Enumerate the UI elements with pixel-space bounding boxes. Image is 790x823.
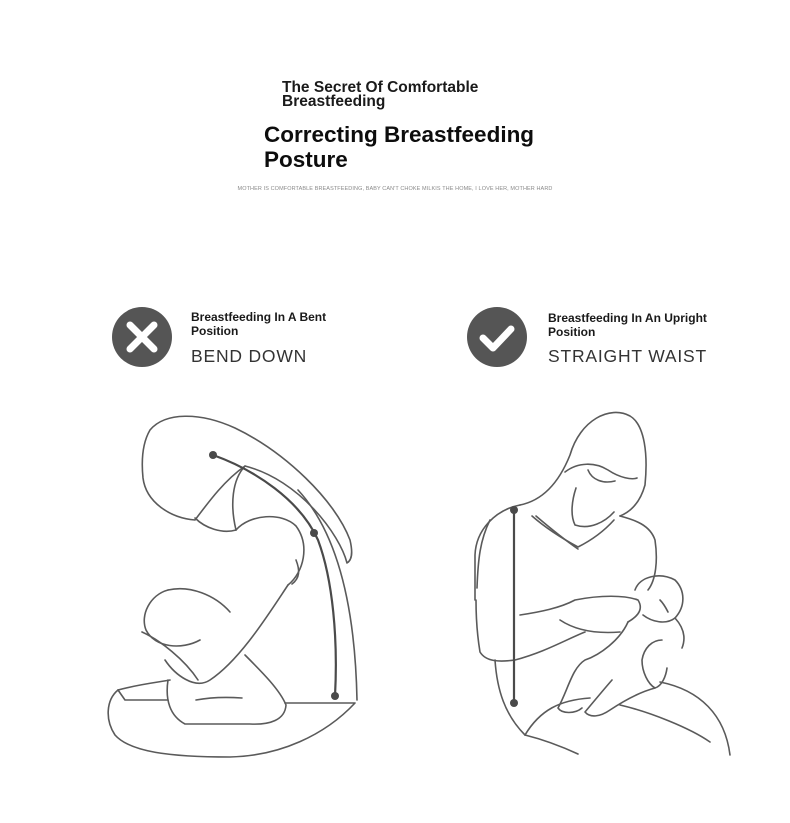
- straight-waist-label: STRAIGHT WAIST: [548, 346, 707, 366]
- bent-position-title: Breastfeeding In A Bent Position: [191, 310, 327, 338]
- bent-posture-illustration: [100, 405, 370, 765]
- page-title: Correcting Breastfeeding Posture: [264, 122, 535, 172]
- check-icon: [467, 307, 527, 367]
- cross-icon: [112, 307, 172, 367]
- header-tagline: MOTHER IS COMFORTABLE BREASTFEEDING, BABY CAN'T CHOKE MILKIS THE HOME, I LOVE HER, MOTHER HARD: [237, 186, 553, 192]
- header-kicker: The Secret Of Comfortable Breastfeeding: [282, 79, 479, 110]
- cross-badge: [112, 307, 172, 367]
- bend-down-label: BEND DOWN: [191, 346, 308, 366]
- upright-position-title: Breastfeeding In An Upright Position: [548, 311, 707, 339]
- upright-posture-illustration: [460, 405, 740, 765]
- check-badge: [467, 307, 527, 367]
